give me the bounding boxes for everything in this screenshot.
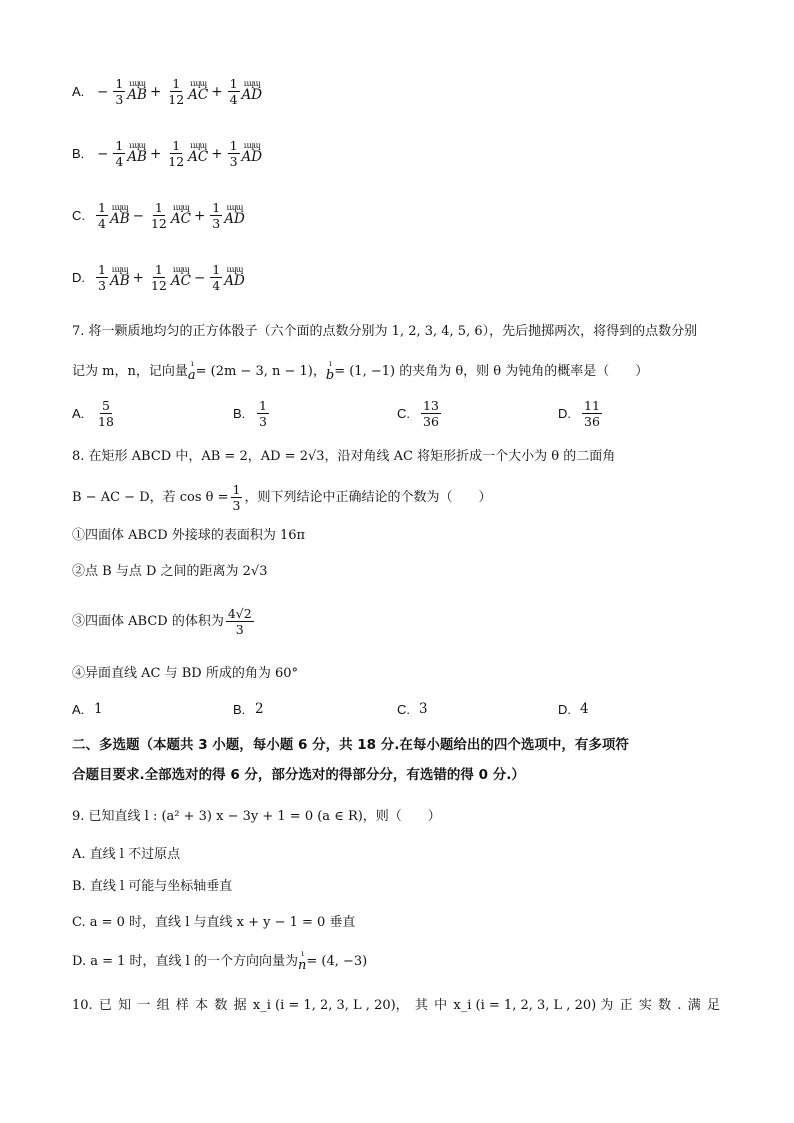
text: 满 — [687, 998, 701, 1013]
text: = (2m − 3, n − 1)， — [195, 363, 326, 379]
q9-option-d[interactable] — [72, 950, 367, 973]
sign: − — [132, 207, 144, 224]
q6-option-a[interactable] — [72, 76, 262, 107]
fraction: $\frac{1}{4}$ — [229, 76, 238, 107]
q6-option-d[interactable] — [72, 262, 245, 293]
option-label: A. — [72, 406, 85, 421]
fraction: $\frac{1}{4}$ — [98, 200, 106, 231]
text: = (4, −3) — [306, 953, 368, 969]
text: 组 — [156, 998, 170, 1013]
text: 10. — [72, 998, 93, 1013]
q8-statement-4: ④异面直线 AC 与 BD 所成的角为 60° — [72, 666, 299, 681]
vector-ab: ւɰɰ AB — [109, 203, 130, 227]
text: 据 — [233, 998, 247, 1013]
text: D. a = 1 时，直线 l 的一个方向向量为 — [72, 953, 298, 969]
vector-ad: ւɰɰ AD — [241, 141, 263, 165]
option-label: B. — [233, 701, 246, 717]
vector-ad: ւɰɰ AD — [241, 79, 263, 103]
vector-ac: ւɰɰ AC — [170, 265, 191, 289]
q8-option-c[interactable] — [397, 701, 428, 717]
fraction: $\frac{4√2}{3}$ — [227, 606, 252, 637]
q8-option-d[interactable] — [558, 701, 589, 717]
q10-stem-line1 — [72, 996, 720, 1016]
fraction: $\frac{1}{12}$ — [150, 262, 167, 293]
sign: + — [193, 207, 206, 224]
section-2-line2: 合题目要求.全部选对的得 6 分，部分选对的得部分分，有选错的得 0 分.） — [72, 767, 525, 783]
q9-option-c[interactable]: C. a = 0 时，直线 l 与直线 x + y − 1 = 0 垂直 — [72, 915, 356, 930]
q9-option-b[interactable]: B. 直线 l 可能与坐标轴垂直 — [72, 879, 233, 894]
text: 数 — [658, 998, 672, 1013]
text: ③四面体 ABCD 的体积为 — [72, 613, 224, 629]
option-label: C. — [397, 406, 410, 421]
q7-option-a[interactable] — [72, 398, 118, 429]
vector-b: ı b — [325, 359, 335, 383]
vector-ac: ւɰɰ AC — [188, 141, 209, 165]
text: 一 — [137, 998, 151, 1013]
sign: − — [193, 269, 206, 286]
vector-ac: ւɰɰ AC — [188, 79, 209, 103]
text: 其 — [414, 998, 428, 1013]
q8-statement-1: ①四面体 ABCD 外接球的表面积为 16π — [72, 528, 306, 543]
fraction: $\frac{1}{3}$ — [115, 76, 124, 107]
text: x_i (i = 1, 2, 3, L , 20)， — [252, 998, 409, 1013]
option-text: 4 — [580, 701, 589, 717]
text: B − AC − D，若 cos θ = — [72, 489, 229, 505]
q8-stem-line2 — [72, 482, 492, 513]
text: . — [677, 998, 682, 1013]
fraction: $\frac{1}{3}$ — [232, 482, 241, 513]
text: 知 — [118, 998, 132, 1013]
fraction: $\frac{1}{12}$ — [168, 76, 185, 107]
text: 记为 m，n，记向量 — [72, 363, 188, 379]
q8-option-b[interactable] — [233, 701, 264, 717]
q7-option-d[interactable] — [558, 398, 604, 429]
text: ，则下列结论中正确结论的个数为（ ） — [244, 489, 492, 505]
fraction: $\frac{5}{18}$ — [98, 398, 114, 429]
option-label: D. — [558, 406, 571, 421]
q9-stem: 9. 已知直线 l : (a² + 3) x − 3y + 1 = 0 (a ∈ R)，则（ ） — [72, 809, 441, 824]
q6-option-c[interactable] — [72, 200, 245, 231]
text: 足 — [706, 998, 720, 1013]
sign: + — [211, 145, 223, 162]
q8-statement-2: ②点 B 与点 D 之间的距离为 2√3 — [72, 564, 268, 579]
vector-ab: ւɰɰ AB — [109, 265, 130, 289]
q8-statement-3 — [72, 606, 256, 637]
fraction: $\frac{1}{3}$ — [212, 200, 221, 231]
fraction: $\frac{1}{3}$ — [229, 138, 238, 169]
option-text: 3 — [419, 701, 428, 717]
option-label: C. — [72, 208, 85, 223]
option-label: D. — [558, 701, 571, 717]
text: 中 — [434, 998, 448, 1013]
fraction: $\frac{11}{36}$ — [584, 398, 600, 429]
vector-a: ı a — [187, 359, 196, 383]
option-text: 2 — [255, 701, 264, 717]
sign: + — [211, 83, 223, 100]
fraction: $\frac{1}{4}$ — [115, 138, 124, 169]
option-label: A. — [72, 84, 85, 99]
q7-option-b[interactable] — [233, 398, 271, 429]
option-label: B. — [72, 146, 85, 161]
sign: + — [132, 269, 144, 286]
fraction: $\frac{1}{12}$ — [168, 138, 185, 169]
sign: + — [149, 145, 162, 162]
q7-stem-line2 — [72, 360, 648, 383]
q8-stem-line1: 8. 在矩形 ABCD 中，AB = 2，AD = 2√3，沿对角线 AC 将矩形折成一个大小为 θ 的二面角 — [72, 449, 616, 464]
q8-option-a[interactable] — [72, 701, 103, 717]
q9-option-a[interactable]: A. 直线 l 不过原点 — [72, 847, 181, 862]
fraction: $\frac{1}{4}$ — [212, 262, 221, 293]
text: x_i (i = 1, 2, 3, L , 20) 为 — [453, 998, 614, 1013]
text: 已 — [98, 998, 112, 1013]
section-2-line1: 二、多选题（本题共 3 小题，每小题 6 分，共 18 分.在每小题给出的四个选项中，有多项符 — [72, 737, 629, 753]
vector-ad: ւɰɰ AD — [224, 265, 245, 289]
q7-stem-line1: 7. 将一颗质地均匀的正方体骰子（六个面的点数分别为 1, 2, 3, 4, 5, 6），先后抛掷两次，将得到的点数分别 — [72, 324, 698, 339]
vector-ab: ւɰɰ AB — [127, 79, 147, 103]
text: 正 — [619, 998, 633, 1013]
vector-ab: ւɰɰ AB — [127, 141, 147, 165]
sign: + — [149, 83, 162, 100]
text: 实 — [638, 998, 652, 1013]
option-label: D. — [72, 270, 85, 285]
fraction: $\frac{13}{36}$ — [423, 398, 439, 429]
text: 样 — [175, 998, 189, 1013]
q6-option-b[interactable] — [72, 138, 262, 169]
sign: − — [97, 145, 109, 162]
option-label: A. — [72, 701, 85, 717]
q7-option-c[interactable] — [397, 398, 443, 429]
fraction: $\frac{1}{12}$ — [150, 200, 167, 231]
text: = (1, −1) 的夹角为 θ，则 θ 为钝角的概率是（ ） — [334, 363, 649, 379]
vector-ad: ւɰɰ AD — [224, 203, 245, 227]
fraction: $\frac{1}{3}$ — [259, 398, 267, 429]
text: 数 — [214, 998, 228, 1013]
option-label: C. — [397, 701, 410, 717]
fraction: $\frac{1}{3}$ — [98, 262, 106, 293]
vector-ac: ւɰɰ AC — [170, 203, 191, 227]
option-label: B. — [233, 406, 246, 421]
vector-n: ı n — [297, 949, 307, 973]
sign: − — [97, 83, 109, 100]
text: 本 — [195, 998, 209, 1013]
option-text: 1 — [94, 701, 103, 717]
